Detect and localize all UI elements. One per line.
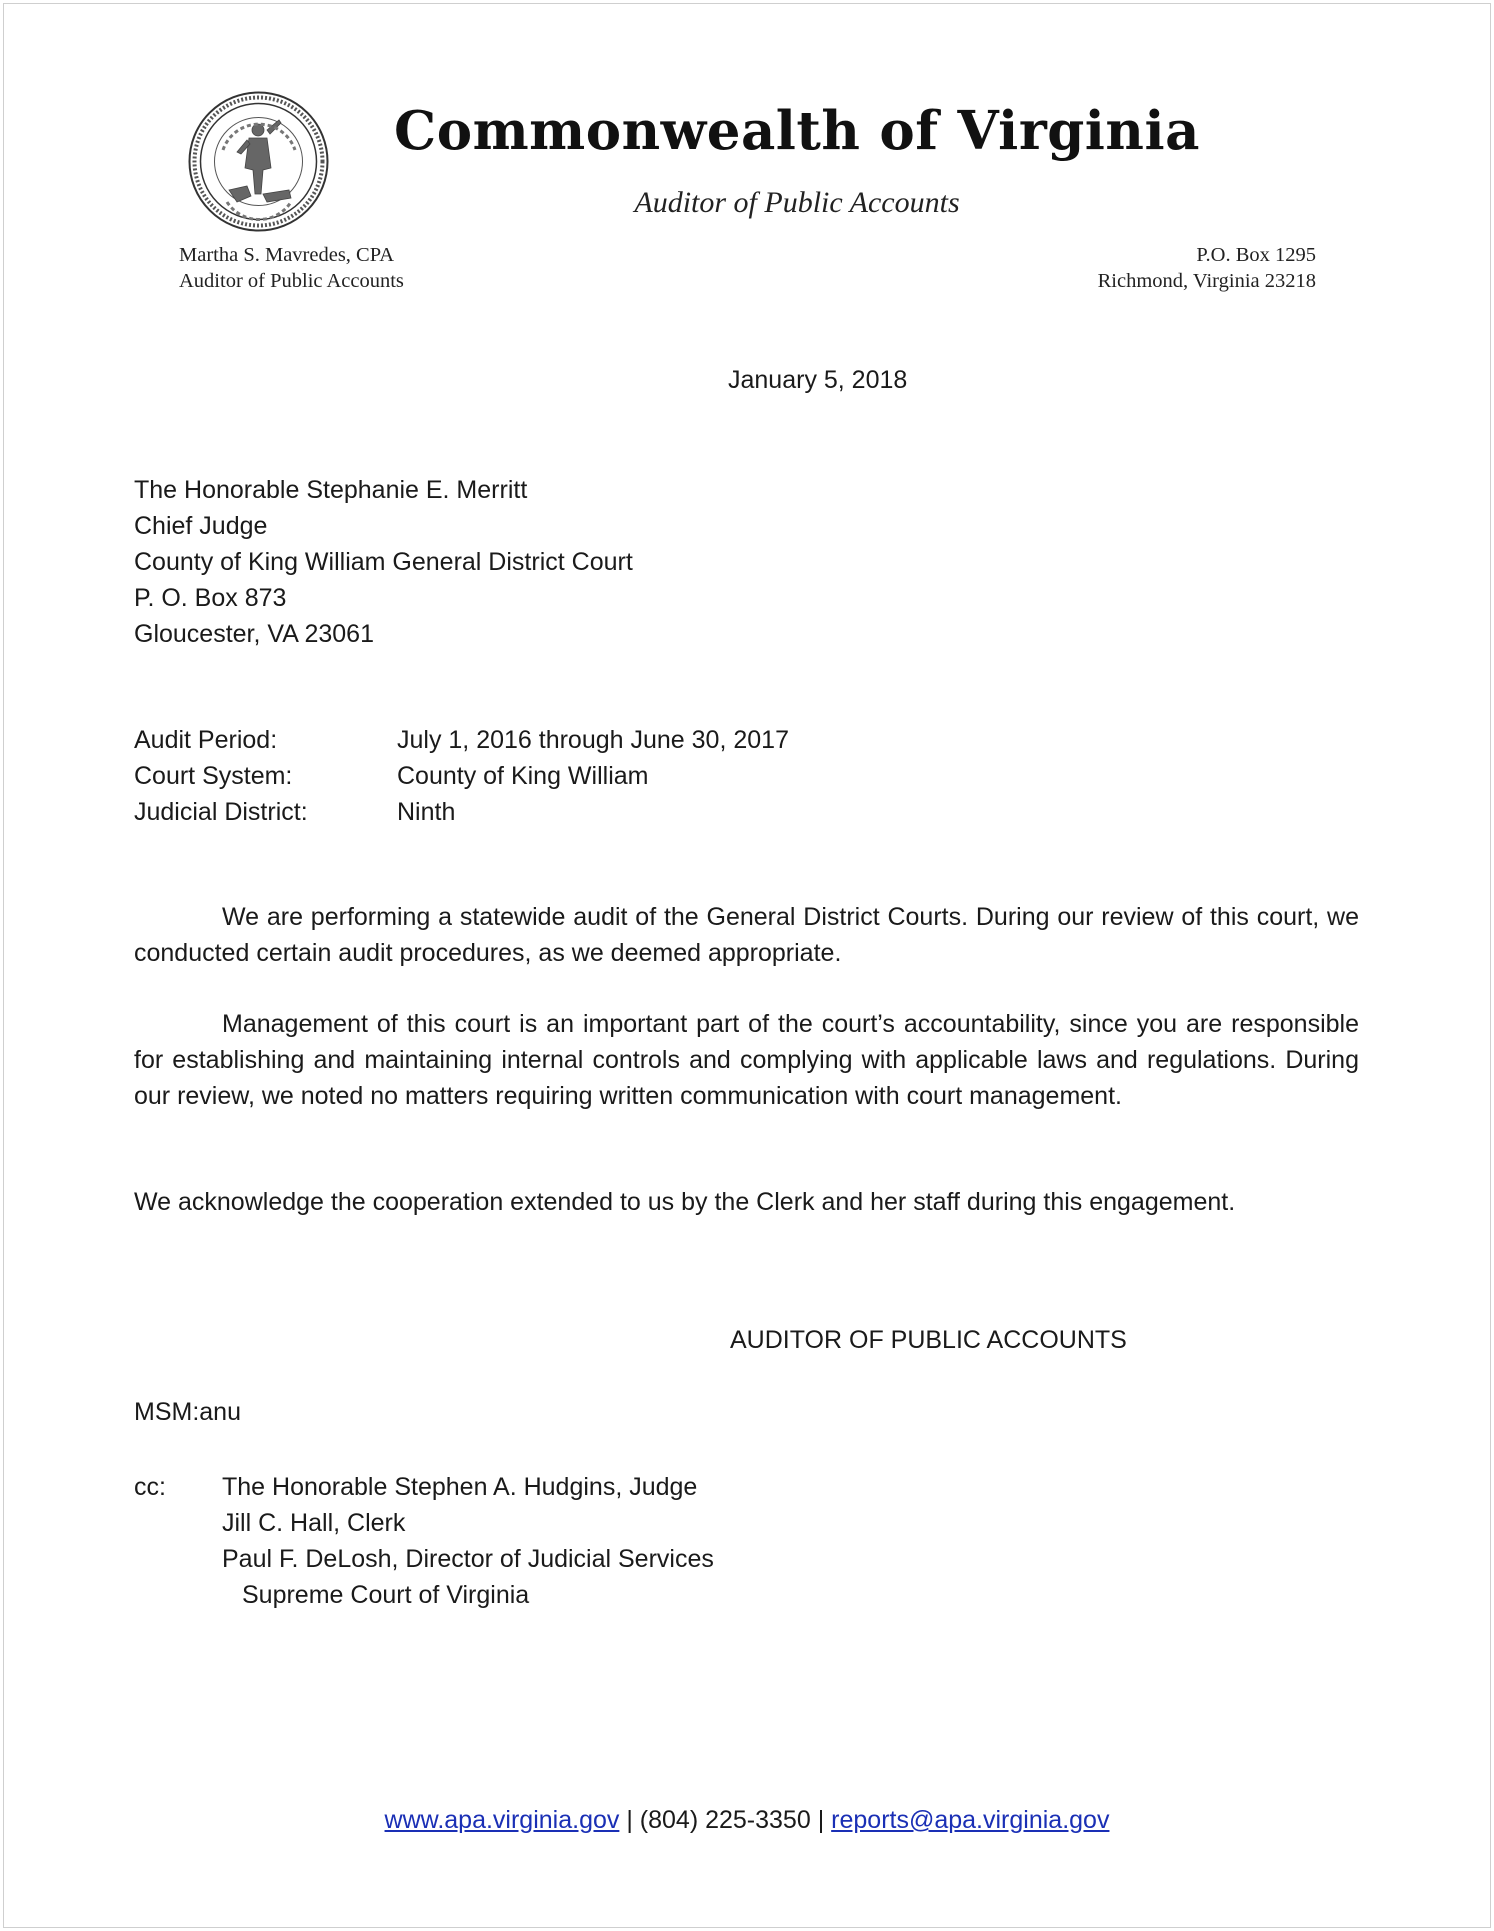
cc-label: cc: [134,1473,166,1501]
audit-info [134,722,789,830]
audit-label: Audit Period: [134,726,278,754]
cc-recipient: Supreme Court of Virginia [242,1581,530,1609]
paragraph-text: We are performing a statewide audit of the General District Courts. During our review of this court, we conducted certain audit procedures, as we deemed appropriate. [134,903,1359,967]
office-address [1098,242,1316,294]
paragraph-text: Management of this court is an important part of the court’s accountability, since you are responsible for establishing and maintaining internal controls and complying with applicable laws and regulations. During our review, we noted no matters requiring written communication with court management. [134,1010,1359,1110]
letter-date: January 5, 2018 [728,366,908,394]
recipient-address-line2: Gloucester, VA 23061 [134,620,374,648]
signature: AUDITOR OF PUBLIC ACCOUNTS [730,1326,1127,1354]
reference-initials: MSM:anu [134,1398,241,1426]
cc-recipient: Paul F. DeLosh, Director of Judicial Services [222,1545,714,1573]
letterhead-subtitle: Auditor of Public Accounts [634,186,960,219]
footer [0,1806,1494,1835]
website-link[interactable]: www.apa.virginia.gov [384,1806,620,1834]
footer-separator: | [817,1806,825,1834]
sender-block [179,242,404,294]
letterhead-title: Commonwealth of Virginia [394,100,1200,162]
footer-separator: | [626,1806,633,1834]
audit-row-court-system [134,758,789,794]
audit-label: Court System: [134,762,293,790]
paragraph-audit-scope [134,899,1359,971]
office-city: Richmond, Virginia 23218 [1097,270,1316,292]
audit-value: July 1, 2016 through June 30, 2017 [397,726,789,754]
audit-row-period [134,722,789,758]
cc-recipient: The Honorable Stephen A. Hudgins, Judge [222,1473,698,1501]
audit-label: Judicial District: [134,798,308,826]
audit-value: County of King William [397,762,649,790]
sender-name: Martha S. Mavredes, CPA [179,244,395,266]
recipient-address-line1: P. O. Box 873 [134,584,287,612]
cc-list [222,1469,714,1613]
recipient-title: Chief Judge [134,512,268,540]
audit-row-judicial-district [134,794,789,830]
sender-title: Auditor of Public Accounts [179,270,404,292]
recipient-block [134,472,633,652]
cc-recipient: Jill C. Hall, Clerk [222,1509,406,1537]
paragraph-management [134,1006,1359,1114]
office-po-box: P.O. Box 1295 [1196,244,1316,266]
cc-block [134,1469,714,1613]
footer-phone: (804) 225-3350 [639,1806,811,1834]
audit-value: Ninth [397,798,456,826]
recipient-court: County of King William General District Court [134,548,633,576]
paragraph-acknowledgement: We acknowledge the cooperation extended to us by the Clerk and her staff during this engagement. [134,1188,1236,1216]
recipient-name: The Honorable Stephanie E. Merritt [134,476,528,504]
email-link[interactable]: reports@apa.virginia.gov [831,1806,1110,1834]
